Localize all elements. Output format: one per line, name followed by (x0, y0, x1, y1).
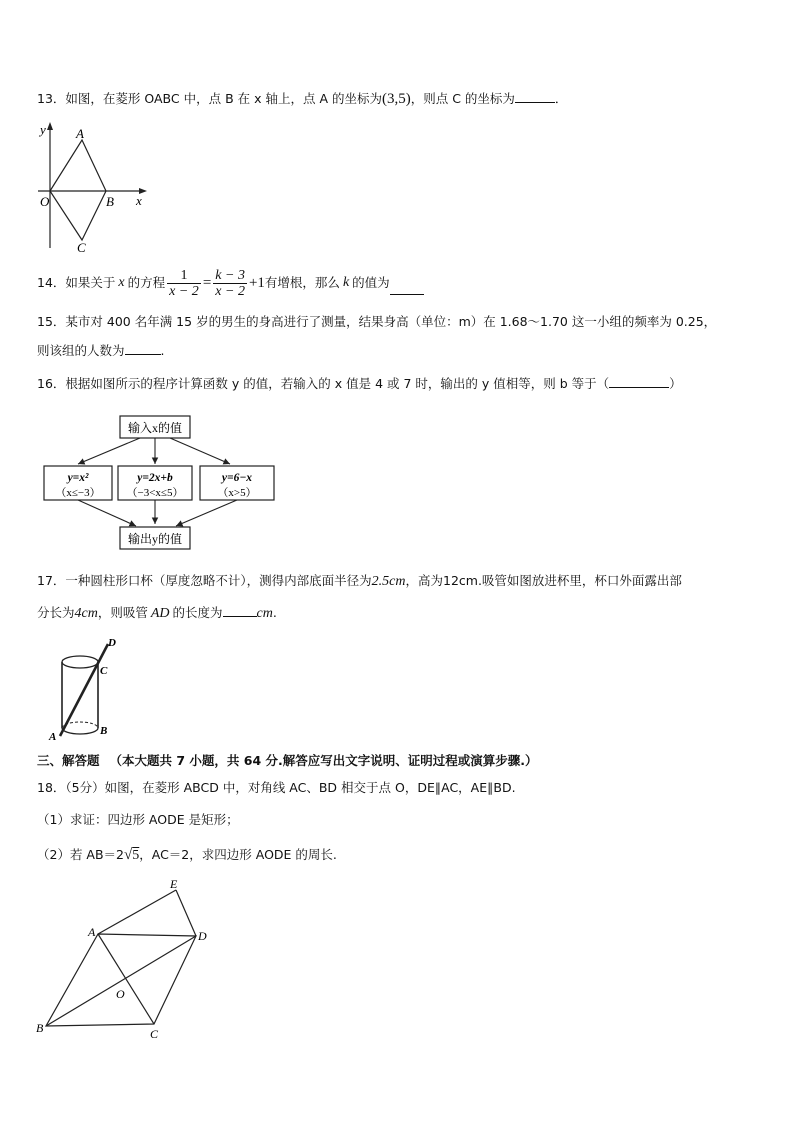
section3-heading: 三、解答题 （本大题共 7 小题，共 64 分.解答应写出文字说明、证明过程或演算步骤.） (37, 753, 538, 768)
svg-text:输出y的值: 输出y的值 (127, 532, 183, 546)
q18-part1: （1）求证：四边形 AODE 是矩形； (37, 812, 239, 827)
svg-text:O: O (116, 987, 125, 1001)
q14-answer-blank[interactable] (390, 281, 424, 295)
svg-text:（x≤−3）: （x≤−3） (55, 487, 101, 499)
svg-text:（x>5）: （x>5） (217, 487, 257, 499)
q13-text: 13．如图，在菱形 OABC 中，点 B 在 x 轴上，点 A 的坐标为(3,5)，则点 C 的坐标为 ． (37, 91, 568, 107)
svg-text:B: B (100, 725, 108, 737)
q13-label-y: y (40, 122, 46, 137)
q14-fraction-1: $\frac{1}{x - 2}$ (169, 267, 199, 299)
svg-text:D: D (108, 637, 116, 649)
svg-text:C: C (100, 665, 108, 677)
svg-text:y=2x+b: y=2x+b (137, 472, 173, 484)
q18-rhombus-figure (30, 874, 230, 1044)
q13-answer-blank[interactable] (515, 89, 555, 103)
q18-part2: （2）若 AB＝2√5，AC＝2，求四边形 AODE 的周长. (37, 847, 337, 863)
svg-text:（−3<x≤5）: （−3<x≤5） (126, 487, 184, 499)
q17-line1: 17．一种圆柱形口杯（厚度忽略不计），测得内部底面半径为2.5cm，高为12cm.吸管如图放进杯里，杯口外面露出部 (37, 573, 682, 589)
q16-flowchart (40, 410, 285, 555)
q17-line2: 分长为4cm，则吸管 AD 的长度为 cm. (37, 605, 277, 621)
q13-label-C: C (77, 240, 86, 254)
q16-text: 16．根据如图所示的程序计算函数 y 的值，若输入的 x 值是 4 或 7 时，输出的 y 值相等，则 b 等于（ ） (37, 376, 682, 391)
q13-label-A: A (76, 126, 84, 141)
q14-fraction-2: $\frac{k - 3}{x - 2}$ (215, 267, 245, 299)
q15-answer-blank[interactable] (125, 341, 161, 355)
svg-text:C: C (150, 1027, 159, 1041)
svg-text:A: A (88, 925, 96, 939)
q16-answer-blank[interactable] (609, 374, 669, 388)
q17-cup-figure (44, 632, 134, 742)
q13-label-x: x (136, 193, 142, 208)
q18-line1: 18．（5分）如图，在菱形 ABCD 中，对角线 AC、BD 相交于点 O，DE∥AC，AE∥BD. (37, 780, 516, 795)
q15-line1: 15．某市对 400 名年满 15 岁的男生的身高进行了测量，结果身高（单位：m）在 1.68～1.70 这一小组的频率为 0.25， (37, 314, 717, 329)
svg-text:y=6−x: y=6−x (221, 472, 253, 484)
svg-text:输入x的值: 输入x的值 (127, 421, 183, 435)
q15-line2: 则该组的人数为 . (37, 343, 165, 358)
svg-text:A: A (49, 731, 57, 742)
svg-text:E: E (170, 877, 178, 891)
q13-rhombus-figure (30, 118, 160, 254)
q13-label-O: O (40, 194, 50, 209)
svg-text:B: B (36, 1021, 44, 1035)
q13-label-B: B (106, 194, 114, 209)
q14-text: 14．如果关于 x 的方程 $\frac{1}{x - 2}$ = $\frac{k - 3}{x - 2}$ +1 有增根，那么 k 的值为 (37, 263, 424, 303)
svg-text:D: D (198, 929, 207, 943)
q17-answer-blank[interactable] (223, 603, 257, 617)
svg-text:y=x²: y=x² (67, 472, 89, 484)
